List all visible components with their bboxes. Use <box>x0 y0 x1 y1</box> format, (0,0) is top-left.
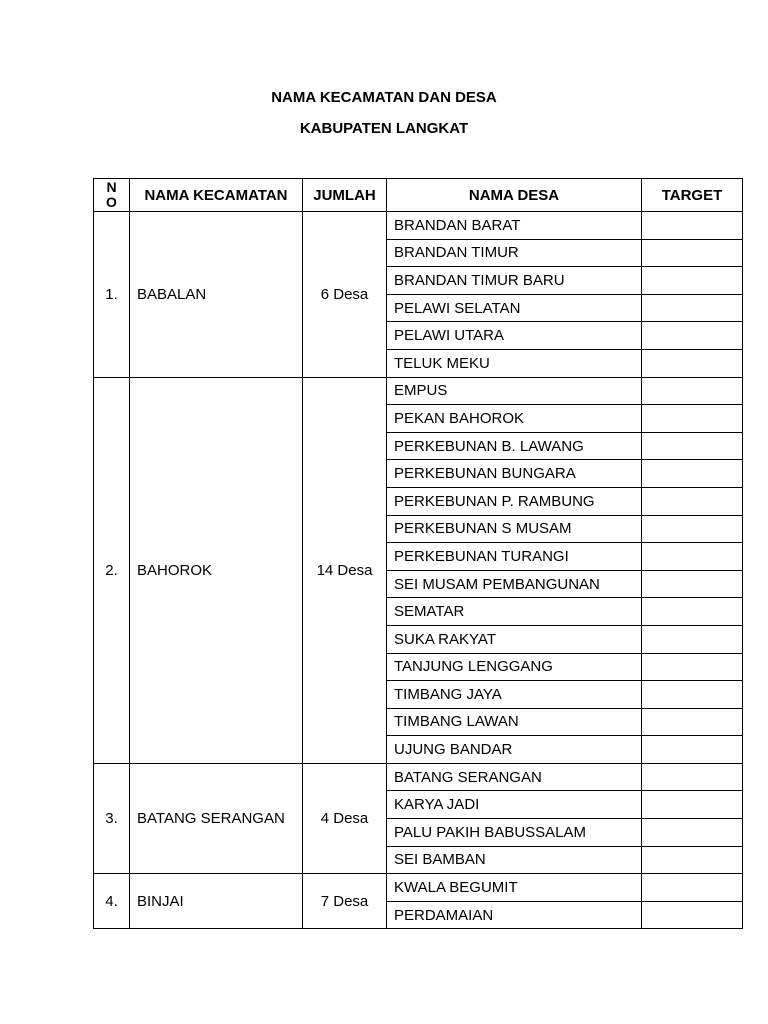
cell-desa: PERKEBUNAN S MUSAM <box>387 515 642 543</box>
header-desa: NAMA DESA <box>387 179 642 212</box>
header-no-line2: O <box>106 194 117 210</box>
cell-jumlah: 4 Desa <box>303 763 387 873</box>
cell-desa: EMPUS <box>387 377 642 405</box>
cell-kecamatan: BABALAN <box>130 212 303 378</box>
cell-target[interactable] <box>642 763 743 791</box>
cell-kecamatan: BINJAI <box>130 874 303 929</box>
cell-jumlah: 6 Desa <box>303 212 387 378</box>
header-target: TARGET <box>642 179 743 212</box>
cell-desa: BRANDAN TIMUR <box>387 239 642 267</box>
header-no <box>94 179 130 212</box>
cell-desa: BATANG SERANGAN <box>387 763 642 791</box>
cell-target[interactable] <box>642 846 743 874</box>
cell-desa: KWALA BEGUMIT <box>387 874 642 902</box>
cell-no: 3. <box>94 763 130 873</box>
cell-target[interactable] <box>642 625 743 653</box>
cell-desa: PERKEBUNAN B. LAWANG <box>387 432 642 460</box>
document-subtitle: KABUPATEN LANGKAT <box>299 120 469 137</box>
cell-target[interactable] <box>642 681 743 709</box>
cell-target[interactable] <box>642 598 743 626</box>
cell-desa: PELAWI UTARA <box>387 322 642 350</box>
cell-target[interactable] <box>642 377 743 405</box>
cell-target[interactable] <box>642 653 743 681</box>
cell-target[interactable] <box>642 543 743 571</box>
cell-no: 1. <box>94 212 130 378</box>
cell-target[interactable] <box>642 487 743 515</box>
cell-target[interactable] <box>642 322 743 350</box>
cell-target[interactable] <box>642 349 743 377</box>
cell-target[interactable] <box>642 874 743 902</box>
table-header-row <box>94 179 743 212</box>
cell-kecamatan: BAHOROK <box>130 377 303 763</box>
table-row <box>94 874 743 902</box>
cell-target[interactable] <box>642 819 743 847</box>
cell-target[interactable] <box>642 515 743 543</box>
cell-desa: UJUNG BANDAR <box>387 736 642 764</box>
cell-kecamatan: BATANG SERANGAN <box>130 763 303 873</box>
cell-desa: PELAWI SELATAN <box>387 294 642 322</box>
cell-desa: TANJUNG LENGGANG <box>387 653 642 681</box>
header-kecamatan: NAMA KECAMATAN <box>130 179 303 212</box>
cell-desa: PEKAN BAHOROK <box>387 405 642 433</box>
cell-target[interactable] <box>642 294 743 322</box>
cell-target[interactable] <box>642 570 743 598</box>
table-row <box>94 377 743 405</box>
cell-no: 2. <box>94 377 130 763</box>
header-no-line1: N <box>106 179 117 195</box>
table-row <box>94 763 743 791</box>
cell-jumlah: 14 Desa <box>303 377 387 763</box>
document-title: NAMA KECAMATAN DAN DESA <box>271 89 497 106</box>
cell-target[interactable] <box>642 267 743 295</box>
cell-target[interactable] <box>642 460 743 488</box>
cell-desa: SEI MUSAM PEMBANGUNAN <box>387 570 642 598</box>
cell-target[interactable] <box>642 405 743 433</box>
kecamatan-table <box>93 178 743 929</box>
cell-desa: SEMATAR <box>387 598 642 626</box>
cell-desa: PERDAMAIAN <box>387 901 642 929</box>
cell-desa: BRANDAN TIMUR BARU <box>387 267 642 295</box>
cell-desa: PERKEBUNAN BUNGARA <box>387 460 642 488</box>
header-jumlah: JUMLAH <box>303 179 387 212</box>
cell-target[interactable] <box>642 791 743 819</box>
cell-target[interactable] <box>642 212 743 240</box>
cell-desa: SUKA RAKYAT <box>387 625 642 653</box>
cell-no: 4. <box>94 874 130 929</box>
cell-desa: TELUK MEKU <box>387 349 642 377</box>
cell-desa: PERKEBUNAN TURANGI <box>387 543 642 571</box>
cell-target[interactable] <box>642 736 743 764</box>
cell-target[interactable] <box>642 239 743 267</box>
cell-desa: KARYA JADI <box>387 791 642 819</box>
cell-desa: TIMBANG JAYA <box>387 681 642 709</box>
cell-desa: PALU PAKIH BABUSSALAM <box>387 819 642 847</box>
cell-desa: TIMBANG LAWAN <box>387 708 642 736</box>
table-row <box>94 212 743 240</box>
cell-jumlah: 7 Desa <box>303 874 387 929</box>
table-body <box>94 212 743 929</box>
cell-desa: PERKEBUNAN P. RAMBUNG <box>387 487 642 515</box>
cell-desa: SEI BAMBAN <box>387 846 642 874</box>
cell-desa: BRANDAN BARAT <box>387 212 642 240</box>
cell-target[interactable] <box>642 708 743 736</box>
cell-target[interactable] <box>642 901 743 929</box>
cell-target[interactable] <box>642 432 743 460</box>
